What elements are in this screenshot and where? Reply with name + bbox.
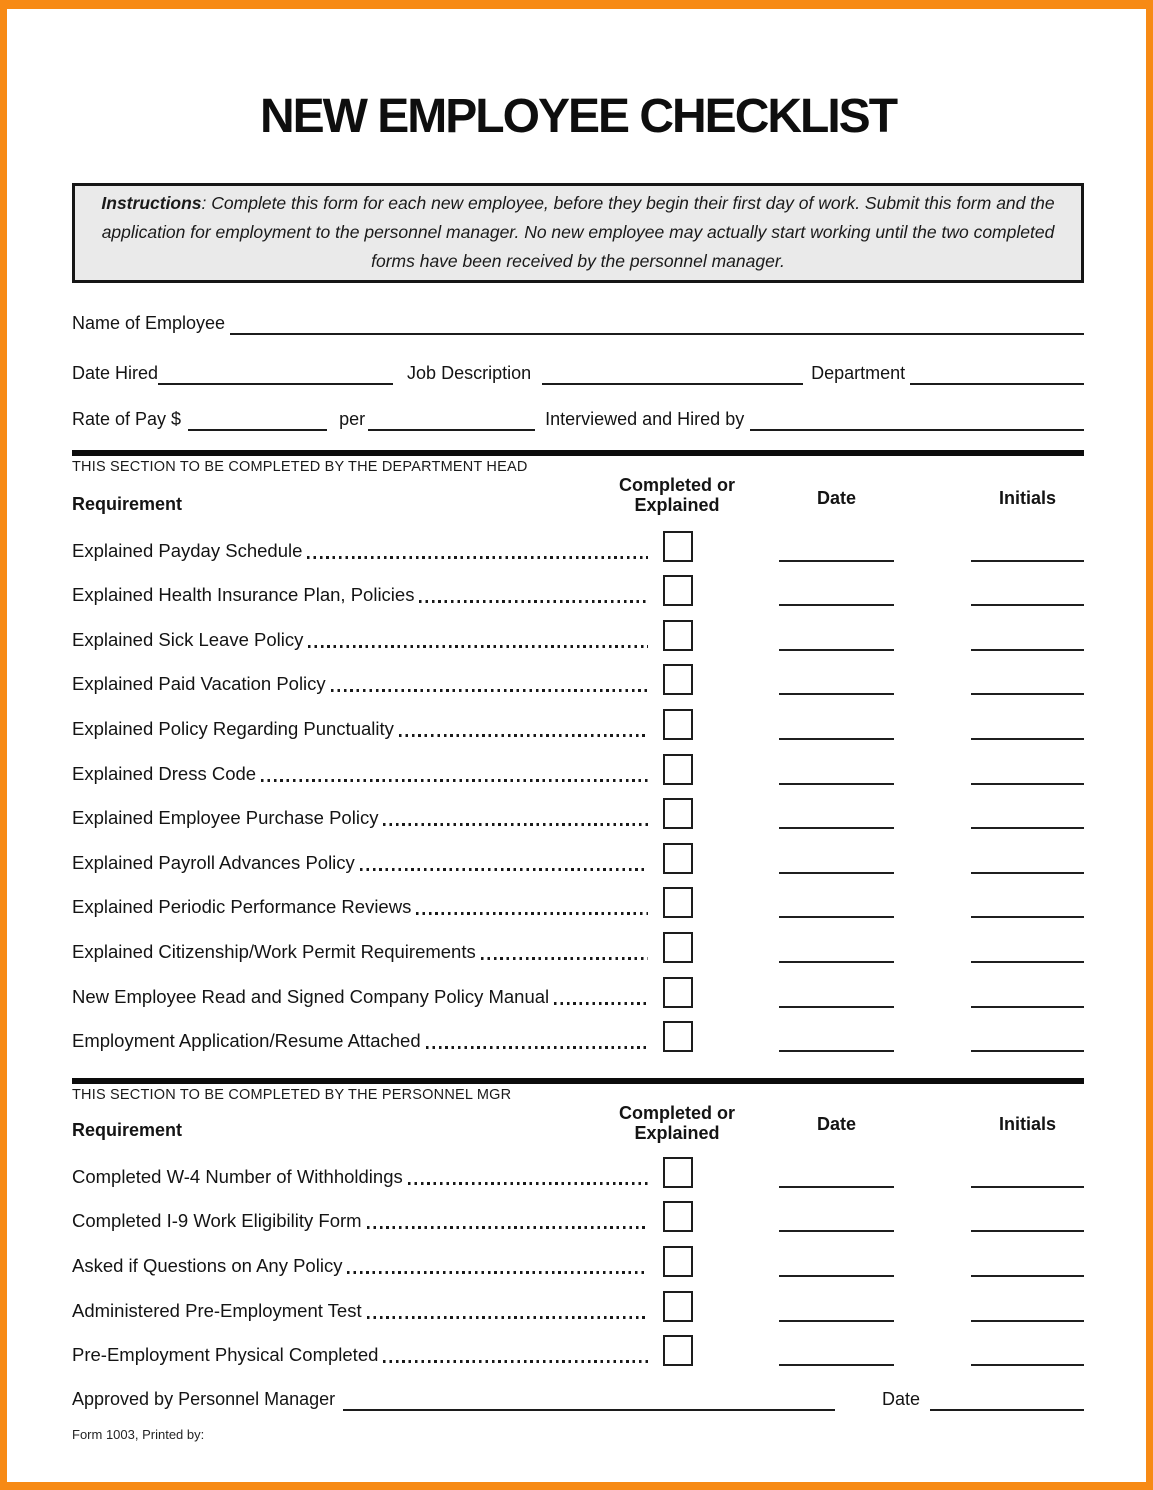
section1-heading: THIS SECTION TO BE COMPLETED BY THE DEPARTMENT HEAD: [72, 459, 528, 475]
checklist-row: [72, 1188, 1084, 1233]
requirement-label: Pre-Employment Physical Completed: [72, 1344, 379, 1366]
name-of-employee-input-line[interactable]: [230, 315, 1084, 335]
completed-checkbox[interactable]: [663, 977, 693, 1008]
dotted-leader: [331, 689, 648, 692]
completed-checkbox[interactable]: [663, 798, 693, 829]
section1-checklist: [72, 517, 1084, 1052]
department-label: Department: [811, 363, 906, 383]
dotted-leader: [347, 1271, 648, 1274]
completed-column-header: [615, 1103, 739, 1143]
requirement-cell: [72, 628, 650, 651]
completed-column-header-line1: Completed or: [618, 1103, 735, 1124]
checklist-row: [72, 874, 1084, 919]
interviewed-by-label: Interviewed and Hired by: [545, 409, 745, 429]
checklist-row: [72, 562, 1084, 607]
checklist-row: [72, 1277, 1084, 1322]
checklist-row: [72, 918, 1084, 963]
dotted-leader: [399, 734, 648, 737]
requirement-cell: [72, 583, 650, 606]
section2-heading: THIS SECTION TO BE COMPLETED BY THE PERSONNEL MGR: [72, 1087, 512, 1104]
form-number-footer: Form 1003, Printed by:: [72, 1427, 205, 1443]
rate-of-pay-input-line[interactable]: [188, 411, 327, 431]
requirement-label: Completed W-4 Number of Withholdings: [72, 1165, 403, 1187]
initials-input-line[interactable]: [971, 1364, 1084, 1366]
dotted-leader: [481, 957, 648, 960]
checklist-row: [72, 963, 1084, 1008]
requirement-label: Completed I-9 Work Eligibility Form: [72, 1210, 362, 1232]
checklist-row: [72, 785, 1084, 830]
interviewed-by-input-line[interactable]: [750, 411, 1084, 431]
requirement-cell: [72, 985, 650, 1008]
per-input-line[interactable]: [368, 411, 535, 431]
requirement-column-header: Requirement: [72, 494, 183, 514]
section2-checklist: [72, 1143, 1084, 1366]
requirement-cell: [72, 672, 650, 695]
checklist-row: [72, 606, 1084, 651]
approval-row: [72, 1385, 1084, 1411]
section2-column-headers: [72, 1105, 1084, 1143]
dotted-leader: [367, 1316, 648, 1319]
checklist-row: [72, 1143, 1084, 1188]
requirement-label: Explained Dress Code: [72, 762, 257, 784]
requirement-cell: [72, 1343, 650, 1366]
requirement-cell: [72, 806, 650, 829]
requirement-label: Employment Application/Resume Attached: [72, 1030, 421, 1052]
checklist-row: [72, 1008, 1084, 1053]
completed-checkbox[interactable]: [663, 1021, 693, 1052]
field-row-pay: [72, 405, 1084, 431]
dotted-leader: [383, 823, 648, 826]
checklist-row: [72, 651, 1084, 696]
requirement-cell: [72, 717, 650, 740]
requirement-cell: [72, 762, 650, 785]
dotted-leader: [367, 1226, 648, 1229]
requirement-label: Asked if Questions on Any Policy: [72, 1254, 343, 1276]
approval-date-label: Date: [881, 1389, 920, 1410]
completed-checkbox[interactable]: [663, 1157, 693, 1188]
dotted-leader: [416, 912, 648, 915]
requirement-label: Explained Health Insurance Plan, Policies: [72, 584, 415, 606]
completed-checkbox[interactable]: [663, 843, 693, 874]
date-column-header: Date: [816, 1114, 856, 1135]
requirement-cell: [72, 1165, 650, 1188]
completed-column-header-line2: Explained: [634, 495, 720, 515]
instructions-text: : Complete this form for each new employee, before they begin their first day of work. Submit this form and the application for employment to the personnel manager. No new employee may actually start working until the two completed forms have been received by the personnel manager.: [101, 193, 1055, 271]
dotted-leader: [554, 1002, 648, 1005]
section-divider-1: [72, 450, 1084, 456]
requirement-cell: [72, 851, 650, 874]
completed-checkbox[interactable]: [663, 1201, 693, 1232]
instructions-label: Instructions: [101, 193, 202, 213]
completed-column-header-line2: Explained: [634, 1123, 720, 1144]
department-input-line[interactable]: [910, 365, 1084, 385]
dotted-leader: [261, 779, 648, 782]
requirement-label: Explained Policy Regarding Punctuality: [72, 717, 394, 739]
checklist-row: [72, 695, 1084, 740]
dotted-leader: [360, 868, 648, 871]
date-input-line[interactable]: [779, 1364, 894, 1366]
requirement-label: Explained Payday Schedule: [72, 539, 303, 561]
requirement-cell: [72, 1029, 650, 1052]
checklist-row: [72, 517, 1084, 562]
section-divider-2: [72, 1078, 1084, 1084]
requirement-label: Explained Employee Purchase Policy: [72, 807, 379, 829]
completed-checkbox[interactable]: [663, 1291, 693, 1322]
page-title: NEW EMPLOYEE CHECKLIST: [259, 90, 897, 143]
completed-checkbox[interactable]: [663, 664, 693, 695]
date-hired-label: Date Hired: [72, 363, 159, 383]
dotted-leader: [426, 1046, 648, 1049]
requirement-cell: [72, 940, 650, 963]
dotted-leader: [408, 1182, 648, 1185]
completed-checkbox[interactable]: [663, 1246, 693, 1277]
per-label: per: [339, 409, 366, 429]
requirement-label: Explained Paid Vacation Policy: [72, 673, 326, 695]
dotted-leader: [419, 600, 648, 603]
requirement-label: Explained Payroll Advances Policy: [72, 851, 355, 873]
approved-by-signature-line[interactable]: [343, 1391, 835, 1411]
checklist-row: [72, 829, 1084, 874]
dotted-leader: [383, 1360, 648, 1363]
completed-checkbox[interactable]: [663, 932, 693, 963]
job-description-input-line[interactable]: [542, 365, 803, 385]
rate-of-pay-label: Rate of Pay $: [72, 409, 182, 429]
initials-column-header: Initials: [998, 488, 1056, 508]
requirement-cell: [72, 1254, 650, 1277]
requirement-cell: [72, 895, 650, 918]
requirement-label: Explained Sick Leave Policy: [72, 628, 304, 650]
requirement-label: Administered Pre-Employment Test: [72, 1299, 362, 1321]
completed-checkbox[interactable]: [663, 709, 693, 740]
requirement-cell: [72, 1299, 650, 1322]
completed-checkbox[interactable]: [663, 754, 693, 785]
form-sheet: [7, 9, 1146, 1482]
field-row-hire: [72, 359, 1084, 385]
requirement-cell: [72, 1209, 650, 1232]
completed-checkbox[interactable]: [663, 575, 693, 606]
checklist-row: [72, 1322, 1084, 1367]
job-description-label: Job Description: [407, 363, 532, 383]
field-row-name: [72, 309, 1084, 335]
section1-column-headers: [72, 477, 1084, 517]
completed-checkbox[interactable]: [663, 1335, 693, 1366]
requirement-label: Explained Citizenship/Work Permit Requirements: [72, 940, 476, 962]
date-input-line[interactable]: [779, 1050, 894, 1052]
dotted-leader: [307, 556, 648, 559]
completed-checkbox[interactable]: [663, 531, 693, 562]
requirement-label: Explained Periodic Performance Reviews: [72, 896, 412, 918]
requirement-label: New Employee Read and Signed Company Policy Manual: [72, 985, 550, 1007]
approval-date-input-line[interactable]: [930, 1391, 1084, 1411]
date-hired-input-line[interactable]: [158, 365, 393, 385]
approved-by-label: Approved by Personnel Manager: [72, 1389, 336, 1410]
checklist-row: [72, 1232, 1084, 1277]
initials-column-header: Initials: [998, 1114, 1056, 1135]
initials-input-line[interactable]: [971, 1050, 1084, 1052]
requirement-column-header: Requirement: [72, 1120, 183, 1141]
dotted-leader: [308, 645, 648, 648]
completed-column-header: [615, 475, 739, 515]
checklist-row: [72, 740, 1084, 785]
completed-checkbox[interactable]: [663, 887, 693, 918]
name-of-employee-label: Name of Employee: [72, 313, 226, 333]
completed-checkbox[interactable]: [663, 620, 693, 651]
completed-column-header-line1: Completed or: [618, 475, 735, 495]
instructions-box: [72, 183, 1084, 283]
requirement-cell: [72, 539, 650, 562]
date-column-header: Date: [816, 488, 856, 508]
